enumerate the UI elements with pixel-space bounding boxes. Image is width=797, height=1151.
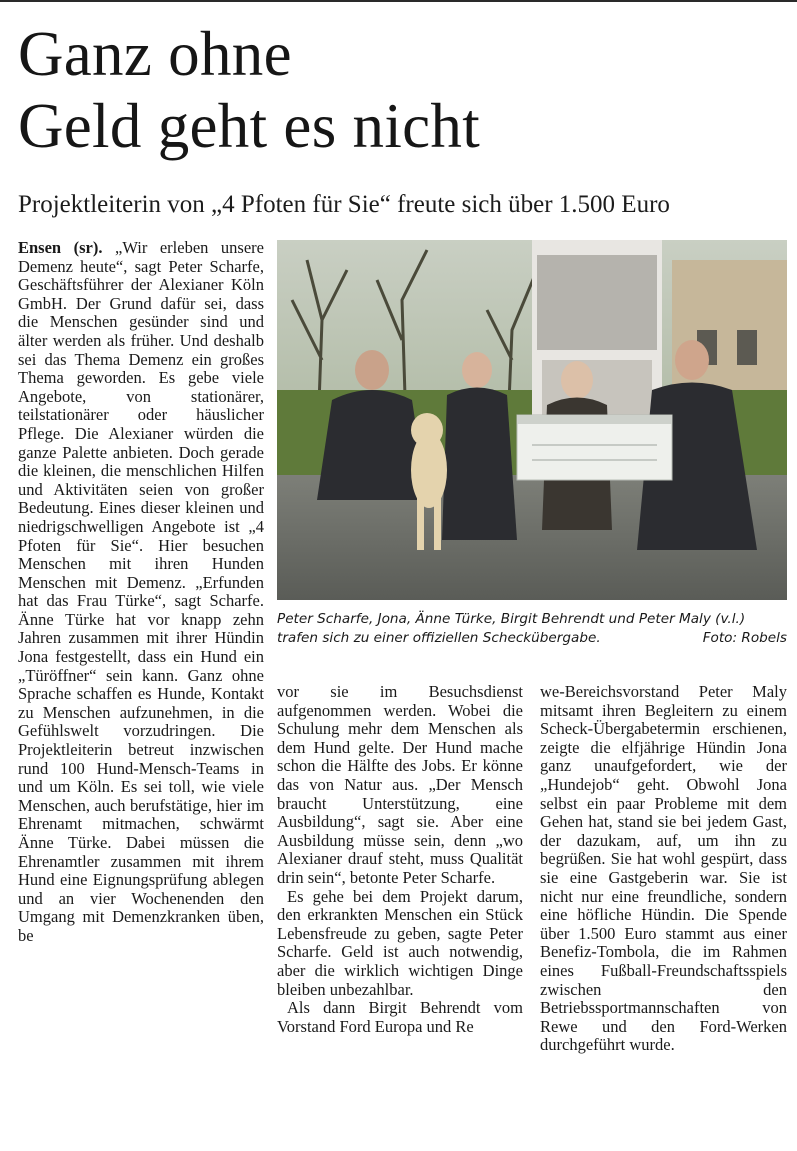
headline-line-1: Ganz ohne — [18, 19, 292, 89]
article-paragraph-5: we-Bereichsvorstand Peter Maly mitsamt ihren Begleitern zu einem Scheck-Übergabetermin erschienen, zeigte die elfjährige Hündin Jona ganz unaufgefordert, wie der „Hundejob“ geht. Obwohl Jona selbst ein paar Probleme mit dem Gehen hat, stand sie bei jedem Gast, der dazukam, auf, um ihn zu begrüßen. Sie hat wohl gespürt, dass sie eine Gastgeberin war. Sie ist nicht nur eine freundliche, sondern eine höfliche Hündin. Die Spende über 1.500 Euro stammt aus einer Benefiz-Tombola, die im Rahmen eines Fußball-Freundschaftsspiels zwischen den Betriebssportmannschaften von Rewe und den Ford-Werken durchgeführt wurde. — [540, 682, 787, 1055]
article-column-3 — [540, 683, 787, 1055]
paragraph-1-text: „Wir erleben unsere Demenz heute“, sagt Peter Scharfe, Geschäftsführer der Alexianer Köln GmbH. Der Grund dafür sei, dass die Menschen gesünder sind und älter werden als früher. Und deshalb sei das Thema Demenz ein großes Thema geworden. Es gebe viele Angebote, von stationärer, teilstationärer oder häuslicher Pflege. Die Alexianer würden die ganze Palette anbieten. Doch gerade die kleinen, die menschlichen Hilfen und Aktivitäten seien von großer Bedeutung. Eines dieser kleinen und niedrigschwelligen Angebote ist „4 Pfoten für Sie“. Hier besuchen Menschen mit ihren Hunden Menschen mit Demenz. „Erfunden hat das Frau Türke“, sagt Scharfe. Änne Türke hat vor knapp zehn Jahren zusammen mit ihrer Hündin Jona festgestellt, dass ein Hund ein „Türöffner“ sein kann. Ganz ohne Sprache schaffen es Hunde, Kontakt zu Menschen aufzunehmen, in die Gefühlswelt vorzudringen. Die Projektleiterin betreut inzwischen rund 100 Hund-Mensch-Teams in und um Köln. Es sei toll, wie viele Menschen, auch berufstätige, hier im Ehrenamt mitmachen, schwärmt Änne Türke. Dabei müssen die Ehrenamtler zusammen mit ihrem Hund eine Eignungsprüfung ablegen und an vier Wochenenden den Umgang mit Demenzkranken üben, be — [18, 238, 264, 945]
top-rule — [0, 0, 797, 2]
photo-caption — [277, 610, 787, 648]
headline — [18, 18, 788, 162]
article-paragraph-2: vor sie im Besuchsdienst aufgenommen werden. Wobei die Schulung mehr dem Menschen als dem Hund gelte. Der Hund mache schon die Hälfte des Jobs. Er könne das von Natur aus. „Der Mensch braucht Unterstützung, eine Ausbildung“, sagt sie. Aber eine Ausbildung müsse sein, denn „wo Alexianer drauf steht, muss Qualität drin sein“, betonte Peter Scharfe. — [277, 682, 523, 887]
article-paragraph-3: Es gehe bei dem Projekt darum, den erkrankten Menschen ein Stück Lebensfreude zu geben, sagte Peter Scharfe. Geld ist auch notwendig, aber die wirklich wichtigen Dinge bleiben unbezahlbar. — [277, 886, 523, 999]
article-paragraph-1 — [18, 239, 264, 946]
subheadline: Projektleiterin von „4 Pfoten für Sie“ freute sich über 1.500 Euro — [18, 191, 670, 218]
article-photo — [277, 240, 787, 600]
article-paragraph-4: Als dann Birgit Behrendt vom Vorstand Ford Europa und Re — [277, 998, 523, 1036]
caption-text: Peter Scharfe, Jona, Änne Türke, Birgit Behrendt und Peter Maly (v.l.) trafen sich zu einer offiziellen Scheckübergabe. — [277, 611, 746, 646]
photo-credit: Foto: Robels — [702, 630, 787, 646]
article-column-1 — [18, 239, 264, 946]
dateline: Ensen (sr). — [18, 238, 103, 257]
article-column-2 — [277, 683, 523, 1036]
headline-line-2: Geld geht es nicht — [18, 91, 481, 161]
